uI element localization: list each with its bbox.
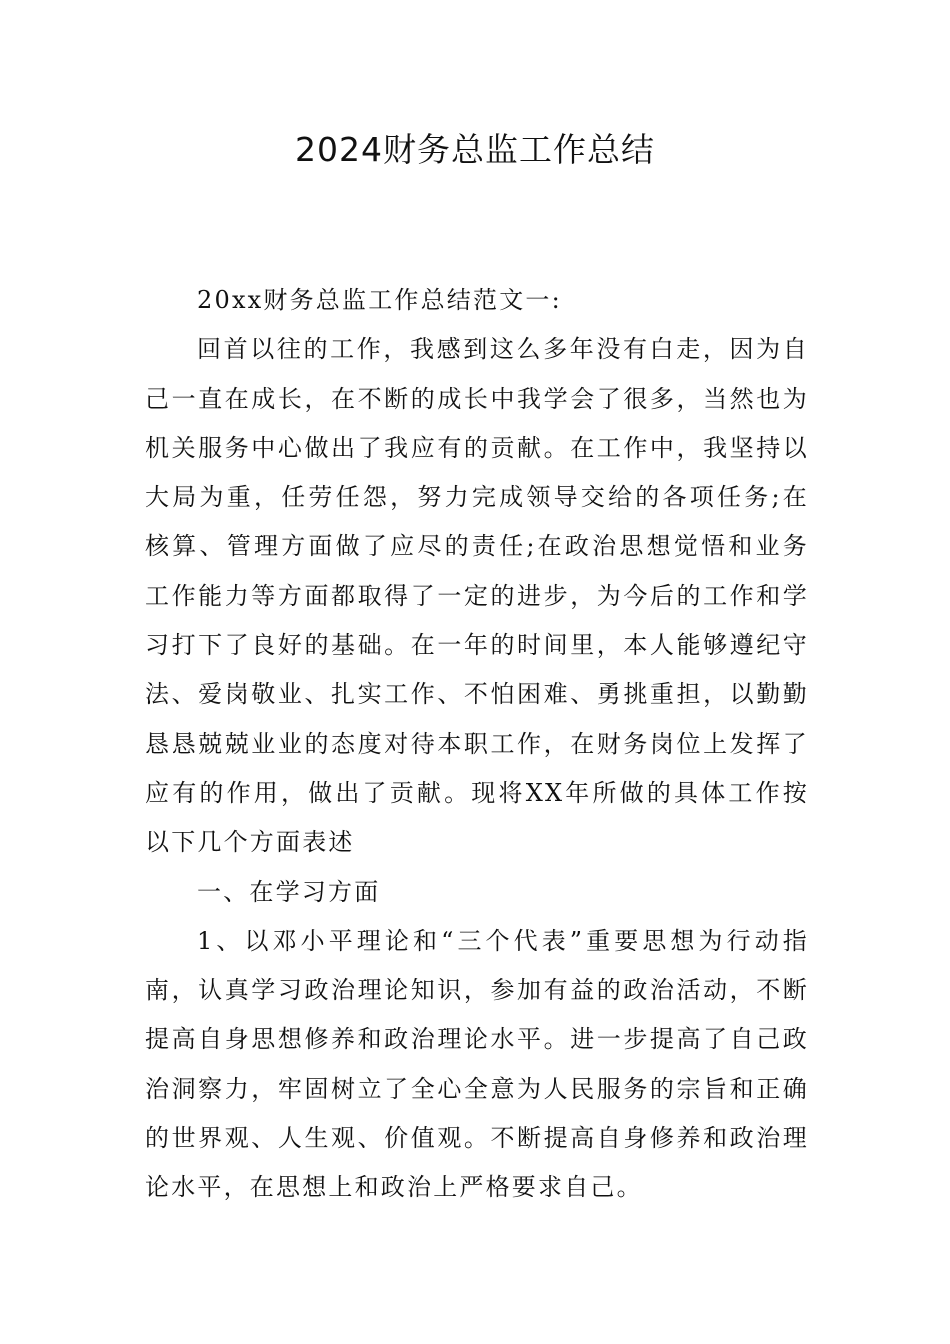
- document-body: [145, 276, 809, 1213]
- paragraph-study-item-1: 1、以邓小平理论和“三个代表”重要思想为行动指南，认真学习政治理论知识，参加有益的政治活动，不断提高自身思想修养和政治理论水平。进一步提高了自己政治洞察力，牢固树立了全心全意为人民服务的宗旨和正确的世界观、人生观、价值观。不断提高自身修养和政治理论水平，在思想上和政治上严格要求自己。: [145, 926, 809, 1202]
- document-title: 2024财务总监工作总结: [295, 130, 655, 169]
- paragraph-intro-heading: 20xx财务总监工作总结范文一:: [197, 286, 562, 314]
- section-heading-study: 一、在学习方面: [197, 877, 381, 906]
- paragraph-review: 回首以往的工作，我感到这么多年没有白走，因为自己一直在成长，在不断的成长中我学会了很多，当然也为机关服务中心做出了我应有的贡献。在工作中，我坚持以大局为重，任劳任怨，努力完成领导交给的各项任务;在核算、管理方面做了应尽的责任;在政治思想觉悟和业务工作能力等方面都取得了一定的进步，为今后的工作和学习打下了良好的基础。在一年的时间里，本人能够遵纪守法、爱岗敬业、扎实工作、不怕困难、勇挑重担，以勤勤恳恳兢兢业业的态度对待本职工作，在财务岗位上发挥了应有的作用，做出了贡献。现将XX年所做的具体工作按以下几个方面表述: [145, 335, 809, 857]
